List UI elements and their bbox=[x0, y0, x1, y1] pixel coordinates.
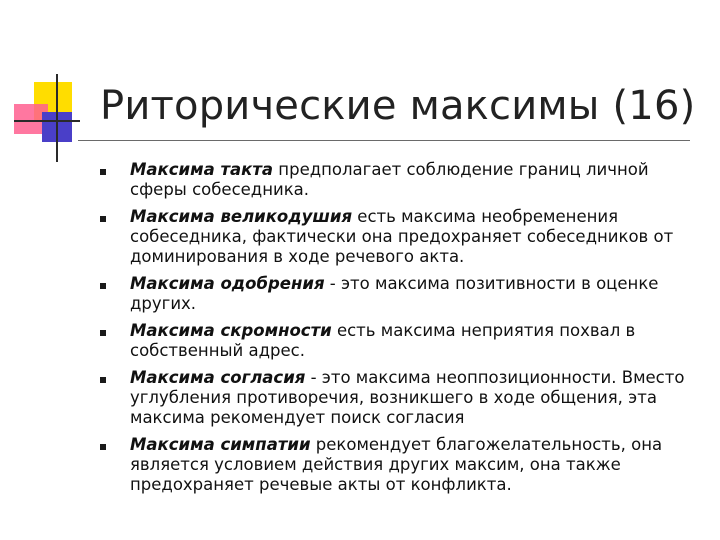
bullet-term: Максима симпатии bbox=[130, 435, 311, 454]
bullet-item bbox=[100, 274, 705, 314]
bullet-item bbox=[100, 207, 705, 267]
logo-vertical-line bbox=[56, 74, 58, 162]
bullet-marker-icon bbox=[100, 283, 106, 289]
bullet-term: Максима согласия bbox=[130, 368, 306, 387]
bullet-term: Максима такта bbox=[130, 160, 274, 179]
bullet-marker-icon bbox=[100, 444, 106, 450]
bullet-item bbox=[100, 368, 705, 428]
bullet-item bbox=[100, 321, 705, 361]
slide-title: Риторические максимы (16) bbox=[100, 83, 696, 129]
bullet-term: Максима великодушия bbox=[130, 207, 353, 226]
title-underline bbox=[78, 140, 690, 141]
logo-horizontal-line bbox=[14, 120, 80, 122]
bullet-list bbox=[100, 160, 705, 495]
bullet-text: есть максима неприятия похвал в собственный адрес. bbox=[130, 321, 636, 360]
bullet-text: - это максима позитивности в оценке других. bbox=[130, 274, 659, 313]
bullet-text: предполагает соблюдение границ личной сферы собеседника. bbox=[130, 160, 649, 199]
bullet-marker-icon bbox=[100, 169, 106, 175]
bullet-marker-icon bbox=[100, 330, 106, 336]
bullet-text: есть максима необременения собеседника, фактически она предохраняет собеседников от доминирования в ходе речевого акта. bbox=[130, 207, 674, 266]
bullet-term: Максима одобрения bbox=[130, 274, 325, 293]
bullet-marker-icon bbox=[100, 216, 106, 222]
decorative-logo bbox=[0, 0, 110, 170]
bullet-item bbox=[100, 435, 705, 495]
bullet-text: - это максима неоппозиционности. Вместо углубления противоречия, возникшего в ходе общения, эта максима рекомендует поиск согласия bbox=[130, 368, 685, 427]
bullet-text: рекомендует благожелательность, она является условием действия других максим, она также предохраняет речевые акты от конфликта. bbox=[130, 435, 663, 494]
bullet-item bbox=[100, 160, 705, 200]
bullet-term: Максима скромности bbox=[130, 321, 332, 340]
bullet-marker-icon bbox=[100, 377, 106, 383]
